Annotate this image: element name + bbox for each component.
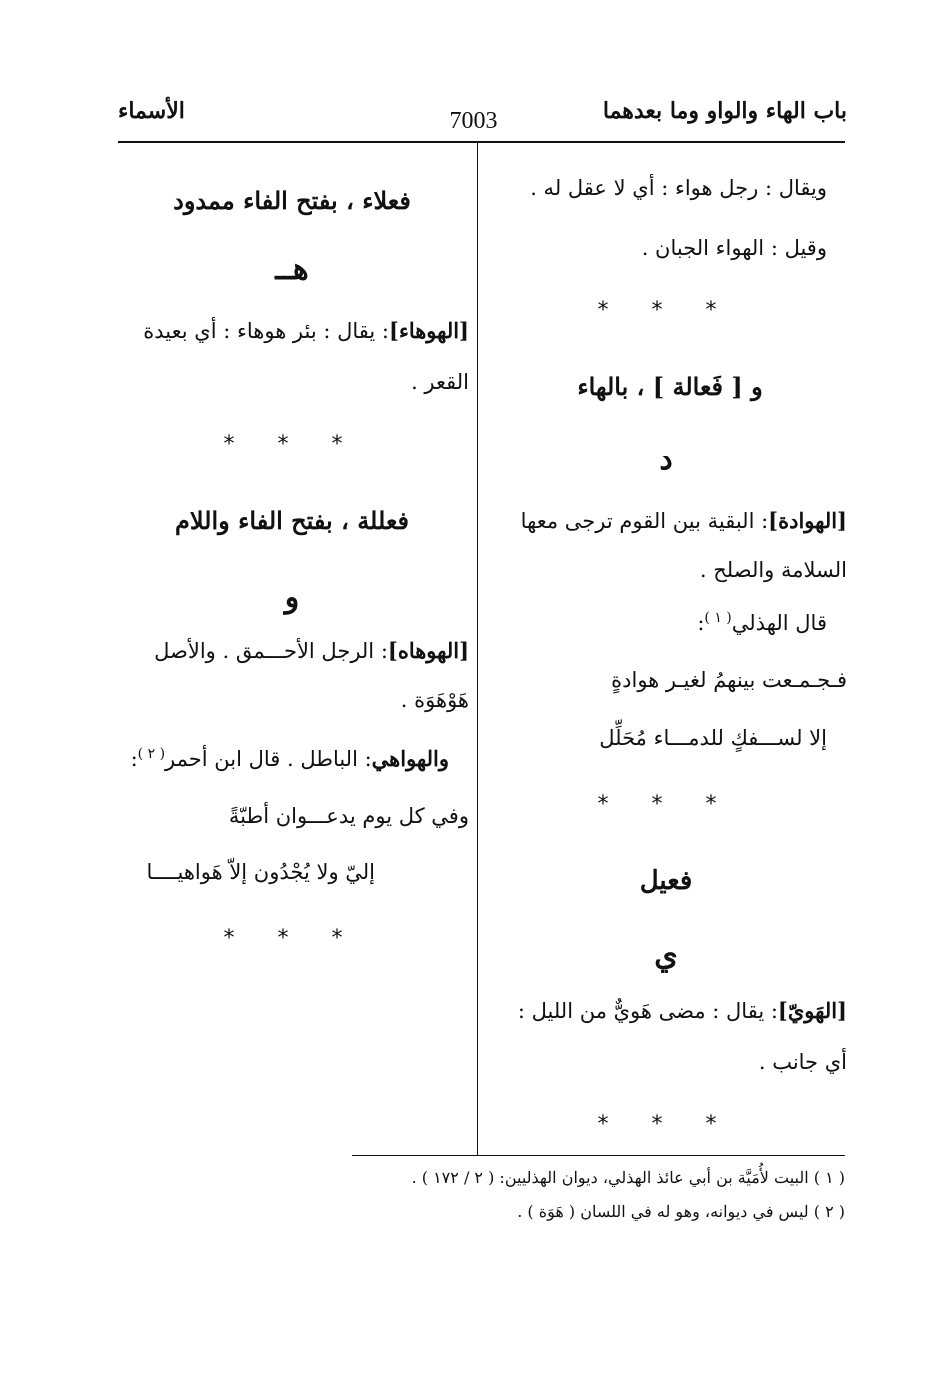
right-entry-hawada-cont: السلامة والصلح . [699,558,847,582]
quote-intro-text: قال الهذلي [731,611,827,635]
right-heading-1: و [ فَعالة ] ، بالهاء [577,372,763,401]
right-entry-hawiy-cont: أي جانب . [758,1050,847,1074]
left-heading-2: فعللة ، بفتح الفاء واللام [175,506,409,535]
left-verse-1: وفي كل يوم يدعـــوان أطبّةً [228,804,469,828]
page-number: 7003 [449,108,498,134]
left-entry-hawhah [154,638,469,663]
right-letter-2: ي [654,938,678,973]
right-stars-3: * * * [597,1112,735,1137]
entry-definition: : الباطل . قال ابن أحمر [165,747,372,771]
right-entry-hawiy [518,998,847,1023]
entry-definition: : يقال : بئر هوهاء : أي بعيدة [143,319,390,343]
footnote-1: ( ١ ) البيت لأُمَيَّة بن أبي عائذ الهذلي، ديوان الهذليين: ( ٢ / ١٧٢ ) . [411,1168,845,1187]
left-letter-2: و [284,580,300,615]
footnote-2: ( ٢ ) ليس في ديوانه، وهو له في اللسان ( هَوَة ) . [517,1202,845,1221]
right-letter-1: د [659,442,673,477]
entry-term: [الهوهاء] [389,318,469,343]
left-heading-1: فعلاء ، بفتح الفاء ممدود [173,186,411,215]
left-stars-2: * * * [223,926,361,951]
entry-definition: : البقية بين القوم ترجى معها [520,509,769,533]
column-divider [477,143,478,1155]
right-verse-2: إلا لســـفكٍ للدمـــاء مُحَلِّل [599,726,827,750]
left-entry-hawhah-cont: هَوْهَوَة . [400,688,469,712]
quote-colon: : [697,611,705,635]
left-letter-1: هــ [275,252,309,287]
footnote-ref-1: ( ١ ) [704,610,732,626]
right-entry-hawada [521,508,847,533]
entry-term: [الهَويّ] [777,998,847,1023]
right-quote-intro [697,610,827,635]
left-entry-hawhaa-cont: القعر . [411,370,469,394]
running-title-right: باب الهاء والواو وما بعدهما [602,98,847,124]
right-line-2: وقيل : الهواء الجبان . [641,236,827,260]
left-entry-hawahi [131,746,449,771]
right-verse-1: فـجـمـعت بينهمُ لغيـر هوادةٍ [611,668,847,692]
quote-colon: : [130,747,138,771]
footnote-rule [352,1155,845,1156]
entry-definition: : يقال : مضى هَويٌّ من الليل : [517,999,778,1023]
left-verse-2: إليّ ولا يُجْدُون إلاّ هَواهيــــا [146,860,375,884]
footnote-ref-2: ( ٢ ) [137,746,166,762]
entry-term: والهواهي [371,746,449,771]
left-entry-hawhaa [143,318,469,343]
running-title-left: الأسماء [118,98,185,124]
right-heading-2: فعيل [639,866,693,896]
entry-definition: : الرجل الأحـــمق . والأصل [154,639,388,663]
header-rule [118,141,845,143]
right-stars-1: * * * [597,298,735,323]
right-line-1: ويقال : رجل هواء : أي لا عقل له . [530,176,827,200]
right-stars-2: * * * [597,792,735,817]
left-stars-1: * * * [223,432,361,457]
entry-term: [الهوادة] [768,508,847,533]
entry-term: [الهوهاه] [387,638,469,663]
